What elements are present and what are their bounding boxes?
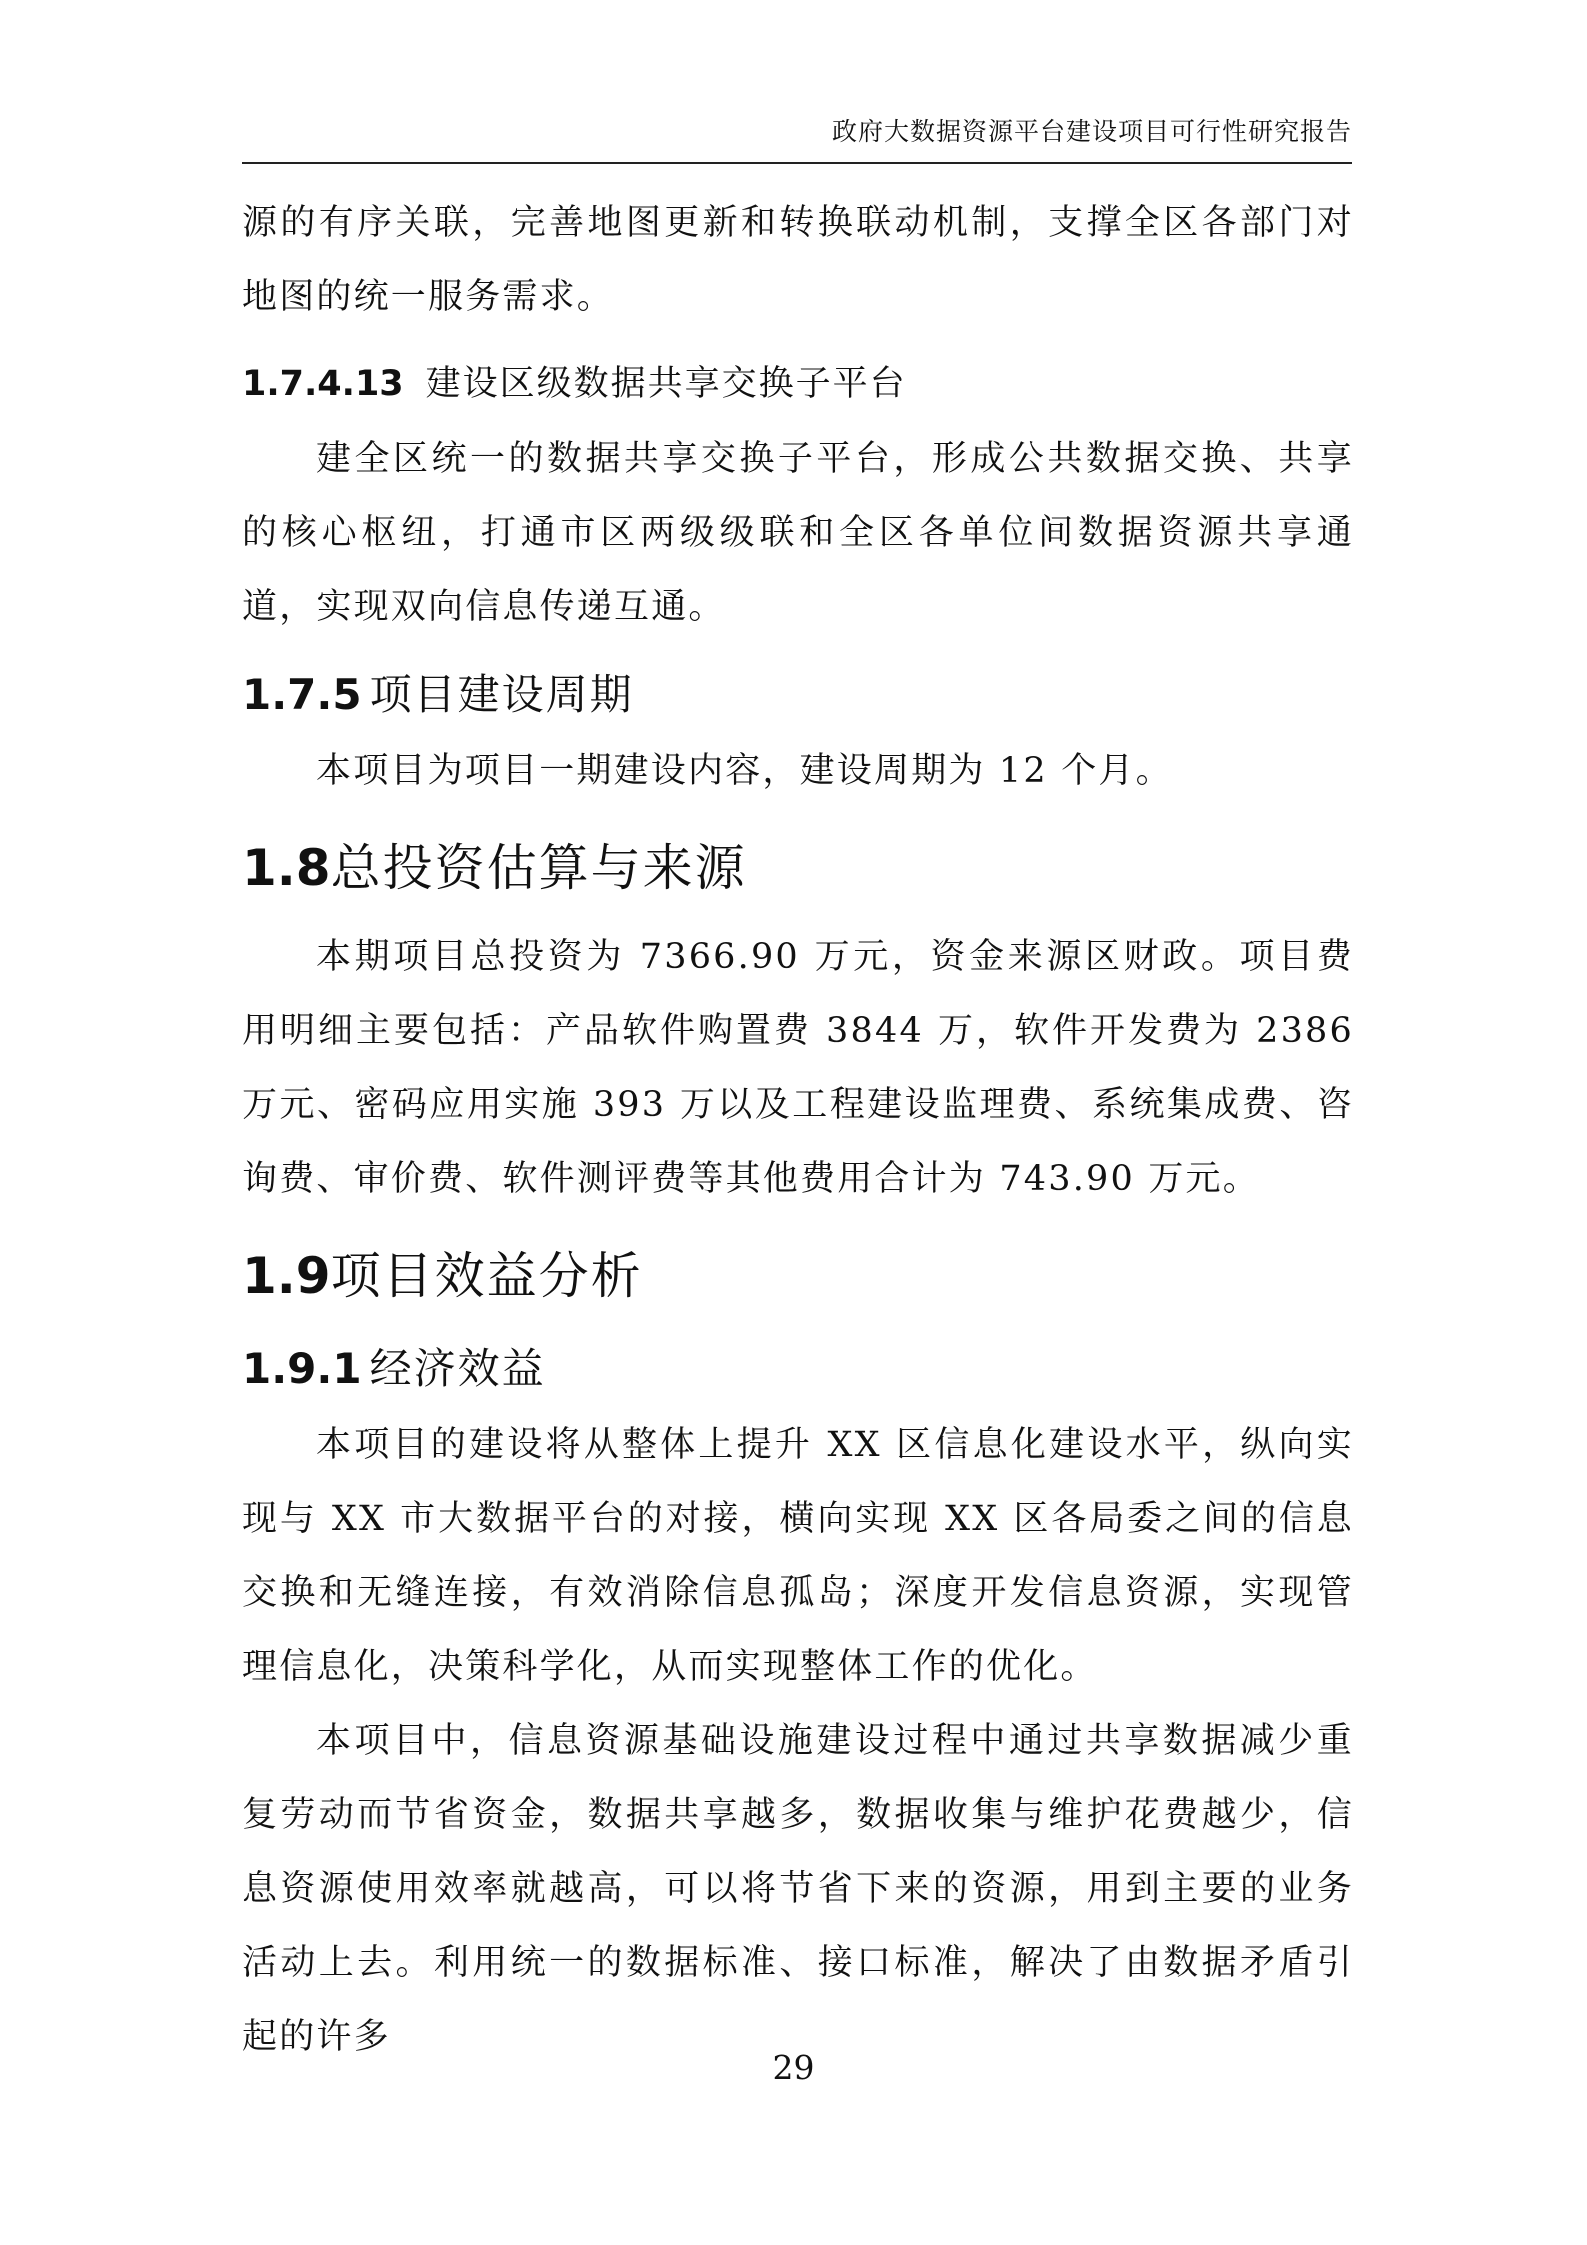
heading-number: 1.9 [242,1247,331,1305]
paragraph-data-exchange-platform: 建全区统一的数据共享交换子平台，形成公共数据交换、共享的核心枢纽，打通市区两级级联和全区各单位间数据资源共享通道，实现双向信息传递互通。 [242,439,1354,627]
heading-text: 项目建设周期 [369,670,634,719]
heading-number: 1.9.1 [242,1344,362,1393]
heading-text: 总投资估算与来源 [330,839,747,897]
paragraph-economic-benefit-1: 本项目的建设将从整体上提升 XX 区信息化建设水平，纵向实现与 XX 市大数据平台的对接，横向实现 XX 区各局委之间的信息交换和无缝连接，有效消除信息孤岛；深度开发信息资源，实现管理信息化，决策科学化，从而实现整体工作的优化。 [242,1425,1354,1687]
document-body [242,186,1354,2074]
paragraph-investment: 本期项目总投资为 7366.90 万元，资金来源区财政。项目费用明细主要包括：产品软件购置费 3844 万，软件开发费为 2386 万元、密码应用实施 393 万以及工程建设监理费、系统集成费、咨询费、审价费、软件测评费等其他费用合计为 743.90 万元。 [242,937,1354,1199]
page-number: 29 [772,2048,815,2087]
heading-number: 1.7.4.13 [242,364,404,404]
heading-1-9-1 [242,1334,1354,1404]
heading-1-8 [242,826,1354,910]
heading-text: 项目效益分析 [330,1247,643,1305]
heading-text: 建设区级数据共享交换子平台 [425,364,907,404]
running-title: 政府大数据资源平台建设项目可行性研究报告 [831,117,1352,146]
heading-1-7-5 [242,660,1354,730]
page-header [242,108,1352,164]
heading-number: 1.8 [242,839,331,897]
heading-number: 1.7.5 [242,670,362,719]
heading-1-7-4-13 [242,352,1354,416]
paragraph-intro-continued: 源的有序关联，完善地图更新和转换联动机制，支撑全区各部门对地图的统一服务需求。 [242,203,1354,317]
paragraph-construction-period: 本项目为项目一期建设内容，建设周期为 12 个月。 [316,751,1173,791]
heading-text: 经济效益 [369,1344,546,1393]
paragraph-economic-benefit-2: 本项目中，信息资源基础设施建设过程中通过共享数据减少重复劳动而节省资金，数据共享越多，数据收集与维护花费越少，信息资源使用效率就越高，可以将节省下来的资源，用到主要的业务活动上去。利用统一的数据标准、接口标准，解决了由数据矛盾引起的许多 [242,1721,1354,2057]
heading-1-9 [242,1234,1354,1318]
